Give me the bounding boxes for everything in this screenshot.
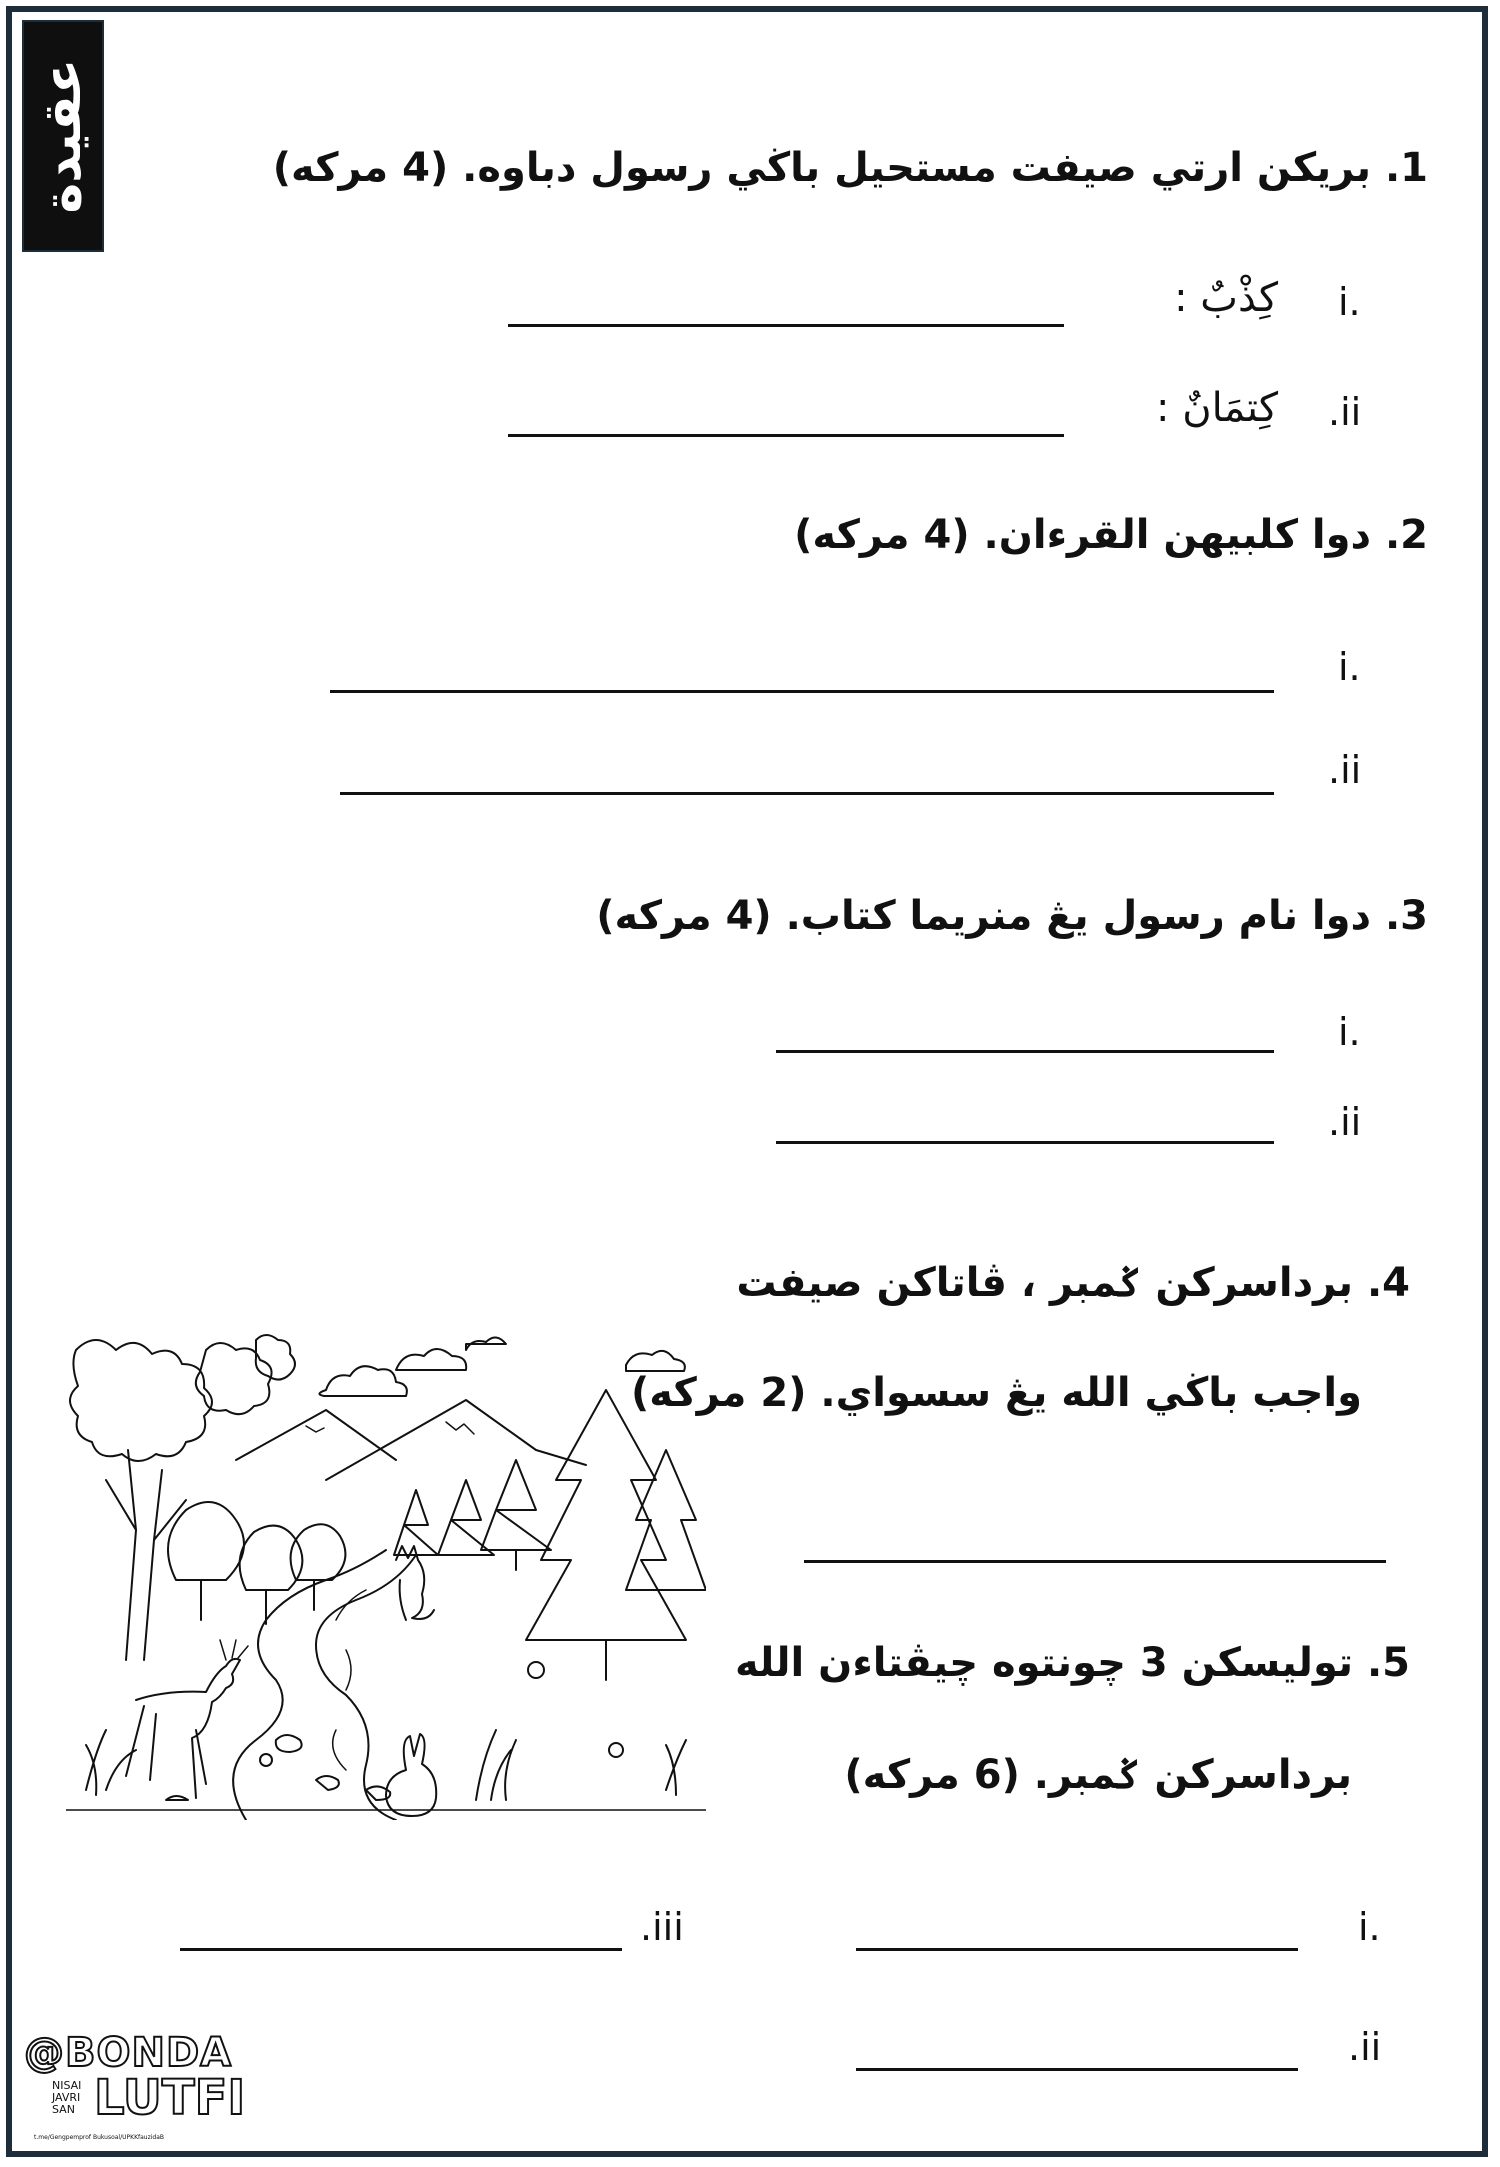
question-4-title-line-1: 4. برداسرکن ݢمبر ، ڤاتاکن صيفت — [736, 1260, 1410, 1306]
forest-illustration — [66, 1330, 706, 1820]
q1-item-1-word: كِذْبٌ : — [1174, 275, 1278, 321]
q3-item-1-number: i. — [1338, 1010, 1361, 1054]
q3-answer-line-1[interactable] — [776, 1050, 1274, 1053]
pine-tree-1 — [526, 1390, 686, 1680]
q4-answer-line[interactable] — [804, 1560, 1386, 1563]
rabbit — [386, 1734, 436, 1816]
brand-logo — [24, 2030, 246, 2148]
cloud-1 — [319, 1366, 406, 1396]
question-2-title: 2. دوا کلبيهن القرءان. (4 مرکه) — [794, 512, 1428, 558]
q1-answer-line-2[interactable] — [508, 434, 1064, 437]
q2-item-1-number: i. — [1338, 645, 1361, 689]
side-tag-label: عقيدة — [33, 58, 93, 214]
question-1-title: 1. بريکن ارتي صيفت مستحيل باڬي رسول دباوه. (4 مرکه) — [272, 145, 1428, 191]
tree-canopy-left — [70, 1340, 212, 1461]
q5-item-2-number: .ii — [1348, 2025, 1382, 2069]
question-5-title-line-1: 5. توليسکن 3 چونتوه چيڤتاءن الله — [734, 1640, 1410, 1686]
deer — [126, 1659, 240, 1798]
q1-answer-line-1[interactable] — [508, 324, 1064, 327]
q1-item-1-number: i. — [1338, 280, 1361, 324]
q2-item-2-number: .ii — [1328, 748, 1362, 792]
logo-line-2: LUTFI — [94, 2070, 246, 2126]
logo-tagline: NISAI JAVRI SAN — [52, 2079, 82, 2116]
q1-item-2-word: كِتمَانٌ : — [1156, 385, 1278, 431]
question-4-title-line-2: واجب باڬي الله يڠ سسواي. (2 مرکه) — [631, 1370, 1362, 1416]
q2-answer-line-1[interactable] — [330, 690, 1274, 693]
tree-trunk-left — [106, 1450, 186, 1660]
side-tag — [22, 20, 104, 252]
q1-item-2-number: .ii — [1328, 390, 1362, 434]
river-bank-right — [316, 1555, 416, 1820]
question-3-title: 3. دوا نام رسول يڠ منريما کتاب. (4 مرکه) — [596, 893, 1428, 939]
q3-item-2-number: .ii — [1328, 1100, 1362, 1144]
q5-answer-line-2[interactable] — [856, 2068, 1298, 2071]
cloud-4 — [466, 1337, 506, 1350]
q2-answer-line-2[interactable] — [340, 792, 1274, 795]
question-5-title-line-2: برداسرکن ݢمبر. (6 مرکه) — [844, 1752, 1352, 1798]
logo-line-1: @BONDA — [24, 2030, 233, 2076]
mountain-mid — [326, 1400, 586, 1480]
pine-tree-2 — [626, 1450, 706, 1590]
q5-answer-line-3[interactable] — [180, 1948, 622, 1951]
q5-item-1-number: i. — [1358, 1905, 1381, 1949]
cloud-2 — [396, 1349, 466, 1370]
page-border — [6, 6, 1488, 2157]
q5-item-3-number: .iii — [640, 1905, 684, 1949]
q5-answer-line-1[interactable] — [856, 1948, 1298, 1951]
logo-links: t.me/Gengpemprof Bukusoal/UPKKfauzidaB — [34, 2134, 165, 2141]
mountain-left — [236, 1410, 396, 1460]
cloud-3 — [626, 1351, 685, 1371]
q3-answer-line-2[interactable] — [776, 1141, 1274, 1144]
